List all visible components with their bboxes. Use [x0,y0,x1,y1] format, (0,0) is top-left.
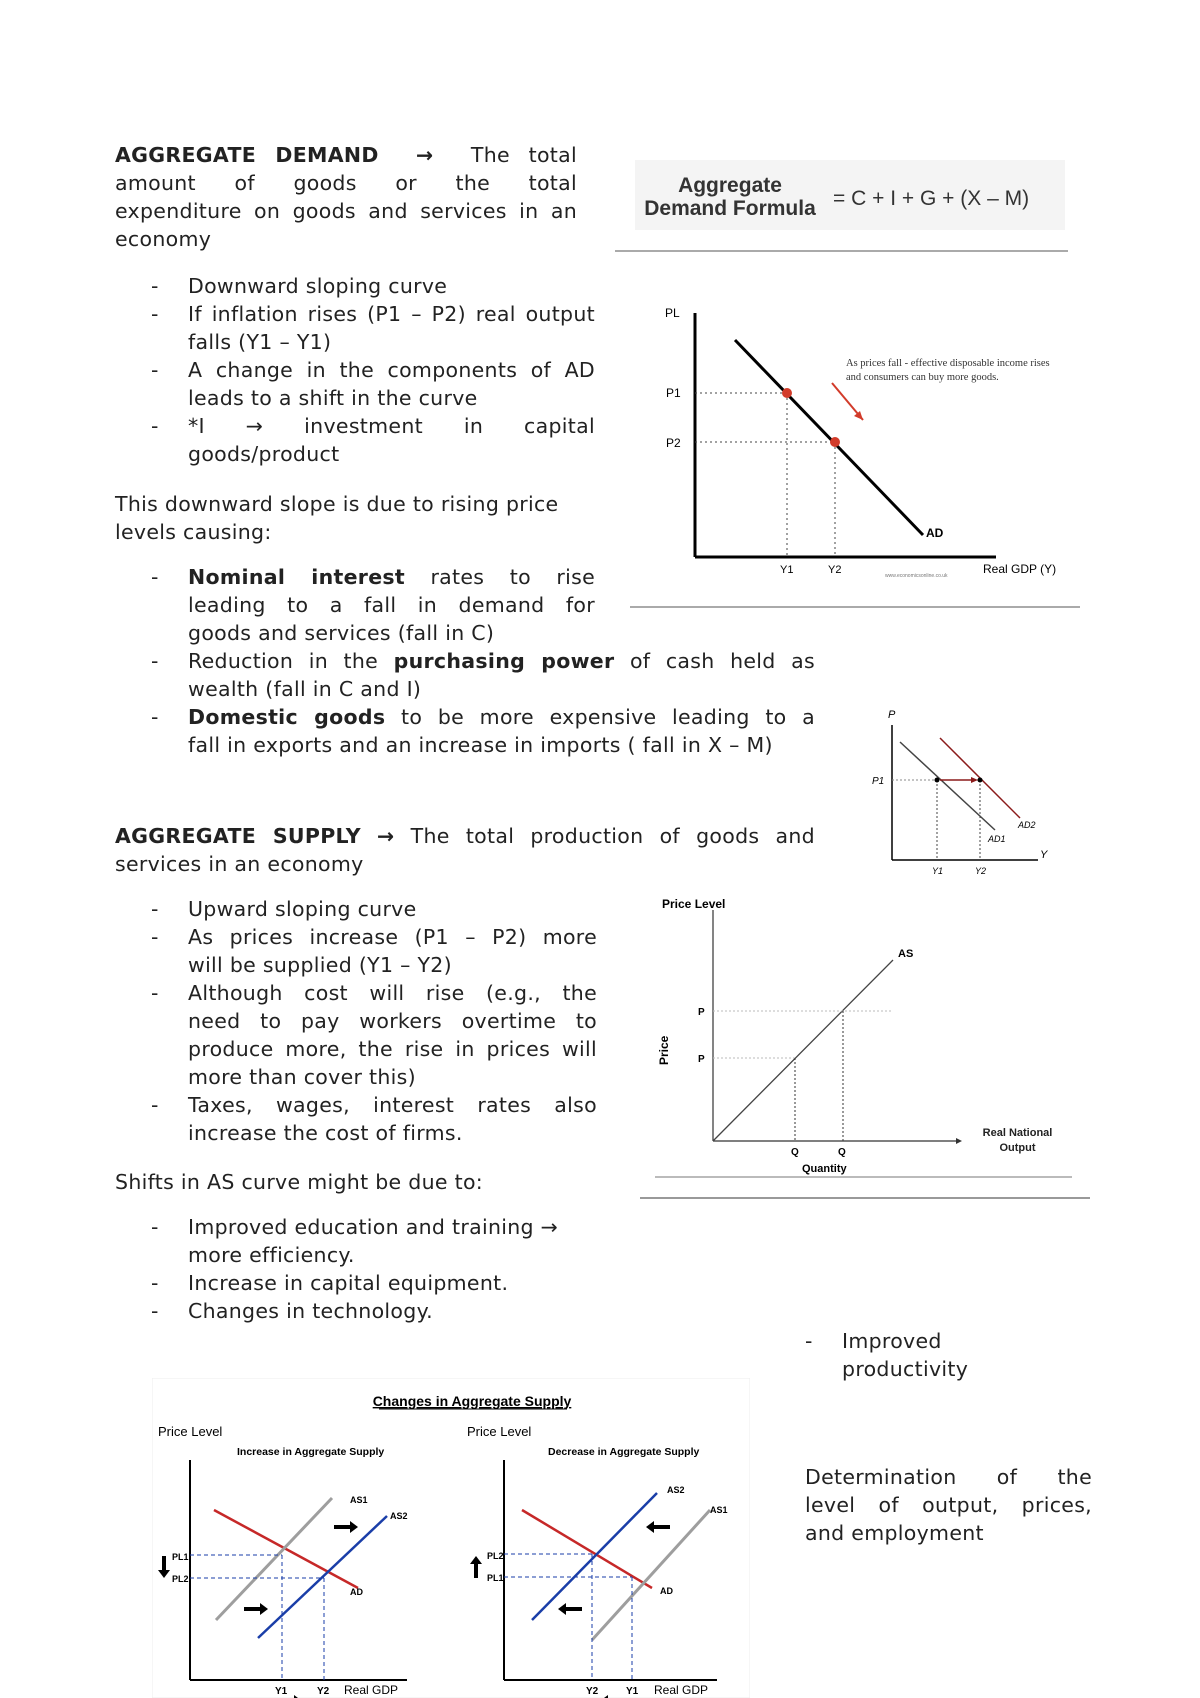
series-label: AS2 [390,1511,408,1521]
panel-subtitle: Increase in Aggregate Supply [237,1446,385,1458]
panel-subtitle: Decrease in Aggregate Supply [548,1446,700,1458]
determination-text: Determination of the level of output, prices, and employment [805,1465,1092,1545]
list-item: - Although cost will rise (e.g., the need to pay workers overtime to produce more, the rise in prices will more than cover this) [115,979,597,1091]
chart-annotation: As prices fall - effective disposable income rises and consumers can buy more goods. [846,358,1050,383]
y-axis-side-label: Price [657,1035,671,1065]
ad-heading: AGGREGATE DEMAND [115,143,379,167]
as-definition: AGGREGATE SUPPLY → The total production of goods and services in an economy [115,824,815,876]
list-item: - Downward sloping curve [115,272,595,300]
as-shifts [115,1213,597,1325]
list-item: - Nominal interest rates to rise leading to a fall in demand for goods and services (fall in C) [115,563,595,647]
as-bullets [115,895,597,1147]
ad-slope-intro: This downward slope is due to rising price levels causing: [115,492,559,544]
y-tick-label: PL2 [487,1551,504,1561]
series-label: AD [926,526,944,540]
ad-def-line: The total [470,143,577,167]
ad-def-line: economy [115,227,212,251]
list-item: - Increase in capital equipment. [115,1269,597,1297]
y-tick-label: P [698,1007,705,1018]
formula-label: Aggregate [678,174,782,197]
as-heading: AGGREGATE SUPPLY [115,824,361,848]
list-item: - Reduction in the purchasing power of cash held as wealth (fall in C and I) [115,647,815,703]
x-tick-label: Y2 [586,1686,599,1697]
list-item: - Changes in technology. [115,1297,597,1325]
y-tick-label: P [698,1054,705,1065]
data-point [978,778,983,783]
ad-def-line: expenditure on goods and services in an [115,199,577,223]
list-item: - Improved productivity [769,1327,1105,1383]
x-axis-label: Real GDP [344,1683,399,1697]
y-axis-label: PL [665,306,680,320]
series-label: AS1 [710,1505,728,1515]
list-item: - As prices increase (P1 – P2) more will be supplied (Y1 – Y2) [115,923,597,979]
arrow-head-icon [971,777,978,783]
list-item: - If inflation rises (P1 – P2) real output falls (Y1 – Y1) [115,300,595,356]
ad-bullets [115,272,595,468]
x-tick-label: Y1 [932,866,944,876]
y-axis-label: Price Level [158,1424,223,1439]
y-tick-label: P2 [666,436,681,450]
series-label: AS1 [350,1495,368,1505]
series-label: AD2 [1018,820,1036,830]
improved-productivity [805,1327,1105,1383]
series-label: AS2 [667,1485,685,1495]
list-item: - A change in the components of AD leads to a shift in the curve [115,356,595,412]
series-label: AD [660,1586,673,1596]
formula-figure [615,160,1075,260]
data-point [830,437,840,447]
y-tick-label: PL2 [172,1574,189,1584]
x-tick-label: Q [791,1147,799,1158]
y-tick-label: P1 [872,776,885,787]
x-tick-label: Y2 [975,866,987,876]
as-chart [640,890,1100,1205]
y-axis-title: Price Level [662,897,726,911]
data-point [782,388,792,398]
chart-source: www.economicsonline.co.uk [885,573,948,579]
list-item: - Taxes, wages, interest rates also increase the cost of firms. [115,1091,597,1147]
y-axis-label: Price Level [467,1424,532,1439]
y-axis-label: P [888,709,896,721]
x-axis-side-label: Quantity [802,1163,847,1175]
chart-title: Changes in Aggregate Supply [372,1393,572,1409]
x-tick-label: Y1 [626,1686,639,1697]
ad-chart [630,295,1090,615]
x-tick-label: Y2 [317,1686,330,1697]
data-point [935,778,940,783]
arrow-head-icon [956,1138,962,1144]
changes-as-chart [152,1378,750,1698]
list-item: - Upward sloping curve [115,895,597,923]
list-item: - Improved education and training → more efficiency. [115,1213,597,1269]
x-axis-label: Real GDP [654,1683,709,1697]
ad-def-line: amount of goods or the total [115,171,577,195]
x-axis-label: Real GDP (Y) [983,562,1057,576]
y-tick-label: P1 [666,386,681,400]
series-label: AD [350,1587,363,1597]
x-tick-label: Y1 [780,564,794,576]
as-shifts-intro: Shifts in AS curve might be due to: [115,1170,483,1194]
list-item: - *I → investment in capital goods/product [115,412,595,468]
formula-equation: = C + I + G + (X – M) [833,187,1030,210]
ad-shift-chart [870,700,1060,880]
arrow-right-icon: → [416,143,434,167]
x-tick-label: Y1 [275,1686,288,1697]
series-label: AD1 [988,834,1006,844]
ad-definition [115,141,577,253]
series-label: AS [898,948,914,960]
formula-label: Demand Formula [644,197,816,220]
as-curve [713,960,893,1141]
x-tick-label: Q [838,1147,846,1158]
x-axis-label: Real National Output [982,1127,1053,1154]
ad1-curve [900,742,995,830]
y-tick-label: PL1 [172,1552,189,1562]
x-axis-label: Y [1040,849,1048,861]
y-tick-label: PL1 [487,1573,504,1583]
arrow-right-icon: → [377,824,395,848]
list-item: - Domestic goods to be more expensive leading to a fall in exports and an increase in imports ( fall in X – M) [115,703,815,759]
x-tick-label: Y2 [828,564,842,576]
